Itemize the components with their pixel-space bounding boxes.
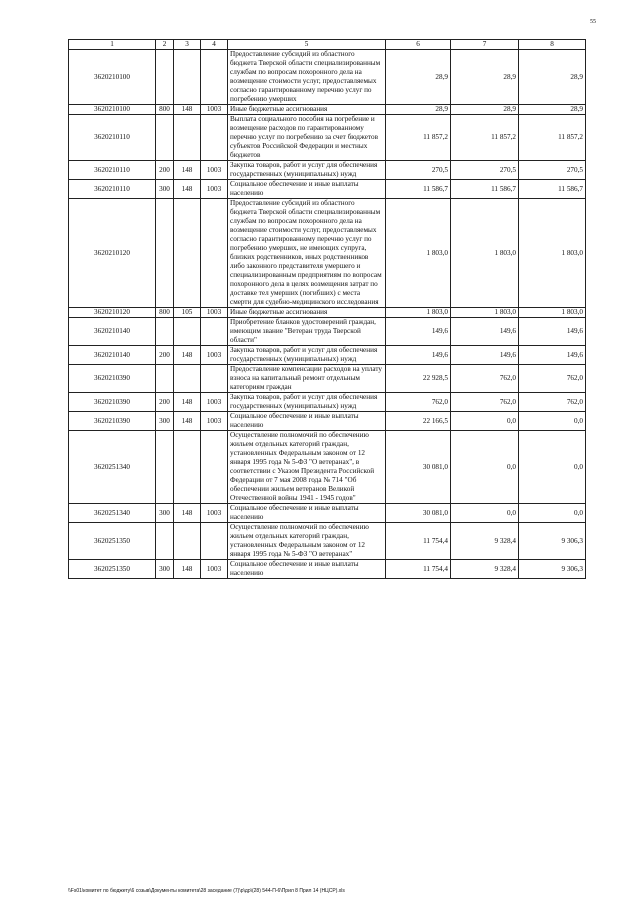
- ministry-code-cell: 148: [174, 504, 201, 523]
- expense-type-cell: 300: [156, 504, 174, 523]
- classification-code-cell: 3620210100: [69, 105, 156, 115]
- amount-col7-cell: 9 328,4: [451, 523, 519, 560]
- amount-col8-cell: 0,0: [519, 431, 586, 504]
- description-cell: Предоставление субсидий из областного бюджета Тверской области специализированным службам по вопросам похоронного дела на возмещение стоимости услуг, предоставляемых согласно гарантированному перечню услуг по погребению умерших, не имеющих супруга, близких родственников, иных родственников либо законного представителя умершего и специализированным предприятиям по вопросам похоронного дела в целях возмещения затрат по доставке тел умерших (погибших) с места смерти для судебно-медицинского исследования: [228, 199, 386, 308]
- table-row: [69, 504, 586, 523]
- amount-col6-cell: 270,5: [386, 161, 451, 180]
- ministry-code-cell: 148: [174, 105, 201, 115]
- classification-code-cell: 3620210110: [69, 180, 156, 199]
- amount-col8-cell: 9 306,3: [519, 560, 586, 579]
- amount-col7-cell: 270,5: [451, 161, 519, 180]
- expense-type-cell: 800: [156, 105, 174, 115]
- description-cell: Приобретение бланков удостоверений граждан, имеющим звание "Ветеран труда Тверской области": [228, 318, 386, 346]
- amount-col6-cell: 149,6: [386, 346, 451, 365]
- classification-code-cell: 3620210120: [69, 199, 156, 308]
- description-cell: Осуществление полномочий по обеспечению жильем отдельных категорий граждан, установленных Федеральным законом от 12 января 1995 года № 5-ФЗ "О ветеранах": [228, 523, 386, 560]
- table-row: [69, 346, 586, 365]
- description-cell: Социальное обеспечение и иные выплаты населению: [228, 504, 386, 523]
- expense-type-cell: [156, 365, 174, 393]
- ministry-code-cell: 148: [174, 161, 201, 180]
- ministry-code-cell: [174, 431, 201, 504]
- amount-col6-cell: 149,6: [386, 318, 451, 346]
- column-header: 8: [519, 40, 586, 50]
- amount-col8-cell: 149,6: [519, 318, 586, 346]
- amount-col8-cell: 11 586,7: [519, 180, 586, 199]
- table-row: [69, 523, 586, 560]
- ministry-code-cell: [174, 318, 201, 346]
- classification-code-cell: 3620210390: [69, 412, 156, 431]
- amount-col6-cell: 11 754,4: [386, 523, 451, 560]
- page-number: 55: [590, 19, 596, 25]
- classification-code-cell: 3620251340: [69, 504, 156, 523]
- amount-col7-cell: 762,0: [451, 393, 519, 412]
- amount-col8-cell: 0,0: [519, 412, 586, 431]
- expense-type-cell: 200: [156, 346, 174, 365]
- amount-col8-cell: 1 803,0: [519, 199, 586, 308]
- ministry-code-cell: 105: [174, 308, 201, 318]
- ministry-code-cell: 148: [174, 560, 201, 579]
- column-header: 3: [174, 40, 201, 50]
- ministry-code-cell: [174, 199, 201, 308]
- amount-col7-cell: 1 803,0: [451, 308, 519, 318]
- amount-col6-cell: 28,9: [386, 105, 451, 115]
- ministry-code-cell: 148: [174, 180, 201, 199]
- amount-col7-cell: 28,9: [451, 50, 519, 105]
- table-row: [69, 412, 586, 431]
- section-code-cell: 1003: [201, 393, 228, 412]
- amount-col7-cell: 149,6: [451, 346, 519, 365]
- ministry-code-cell: [174, 115, 201, 161]
- amount-col7-cell: 0,0: [451, 412, 519, 431]
- expense-type-cell: 800: [156, 308, 174, 318]
- section-code-cell: [201, 199, 228, 308]
- expense-type-cell: [156, 115, 174, 161]
- amount-col7-cell: 11 857,2: [451, 115, 519, 161]
- section-code-cell: 1003: [201, 308, 228, 318]
- section-code-cell: [201, 50, 228, 105]
- table-row: [69, 161, 586, 180]
- table-row: [69, 431, 586, 504]
- section-code-cell: [201, 115, 228, 161]
- classification-code-cell: 3620210100: [69, 50, 156, 105]
- amount-col6-cell: 30 081,0: [386, 431, 451, 504]
- amount-col6-cell: 11 857,2: [386, 115, 451, 161]
- section-code-cell: [201, 365, 228, 393]
- table-row: [69, 308, 586, 318]
- table-row: [69, 50, 586, 105]
- classification-code-cell: 3620210120: [69, 308, 156, 318]
- classification-code-cell: 3620251340: [69, 431, 156, 504]
- amount-col8-cell: 1 803,0: [519, 308, 586, 318]
- description-cell: Осуществление полномочий по обеспечению жильем отдельных категорий граждан, установленных Федеральным законом от 12 января 1995 года № 5-ФЗ "О ветеранах", в соответствии с Указом Президента Российской Федерации от 7 мая 2008 года № 714 "Об обеспечении жильем ветеранов Великой Отечественной войны 1941 - 1945 годов": [228, 431, 386, 504]
- section-code-cell: 1003: [201, 346, 228, 365]
- description-cell: Выплата социального пособия на погребение и возмещение расходов по гарантированному перечню услуг по погребению за счет бюджетов субъектов Российской Федерации и местных бюджетов: [228, 115, 386, 161]
- expense-type-cell: 300: [156, 560, 174, 579]
- column-header: 6: [386, 40, 451, 50]
- table-row: [69, 180, 586, 199]
- classification-code-cell: 3620210110: [69, 115, 156, 161]
- description-cell: Закупка товаров, работ и услуг для обеспечения государственных (муниципальных) нужд: [228, 393, 386, 412]
- table-row: [69, 393, 586, 412]
- column-header: 4: [201, 40, 228, 50]
- table-row: [69, 365, 586, 393]
- ministry-code-cell: 148: [174, 346, 201, 365]
- section-code-cell: [201, 431, 228, 504]
- ministry-code-cell: [174, 365, 201, 393]
- ministry-code-cell: [174, 523, 201, 560]
- description-cell: Закупка товаров, работ и услуг для обеспечения государственных (муниципальных) нужд: [228, 346, 386, 365]
- description-cell: Иные бюджетные ассигнования: [228, 105, 386, 115]
- section-code-cell: 1003: [201, 412, 228, 431]
- table-row: [69, 560, 586, 579]
- amount-col8-cell: 0,0: [519, 504, 586, 523]
- column-number-row: [69, 40, 586, 50]
- expense-type-cell: [156, 199, 174, 308]
- amount-col8-cell: 28,9: [519, 105, 586, 115]
- section-code-cell: 1003: [201, 105, 228, 115]
- description-cell: Иные бюджетные ассигнования: [228, 308, 386, 318]
- amount-col7-cell: 1 803,0: [451, 199, 519, 308]
- amount-col6-cell: 22 166,5: [386, 412, 451, 431]
- amount-col6-cell: 762,0: [386, 393, 451, 412]
- expense-type-cell: 300: [156, 412, 174, 431]
- table-body: [69, 50, 586, 579]
- classification-code-cell: 3620210140: [69, 318, 156, 346]
- amount-col8-cell: 11 857,2: [519, 115, 586, 161]
- amount-col7-cell: 28,9: [451, 105, 519, 115]
- amount-col7-cell: 11 586,7: [451, 180, 519, 199]
- ministry-code-cell: 148: [174, 412, 201, 431]
- amount-col8-cell: 270,5: [519, 161, 586, 180]
- table-row: [69, 115, 586, 161]
- amount-col6-cell: 30 081,0: [386, 504, 451, 523]
- classification-code-cell: 3620210390: [69, 393, 156, 412]
- amount-col6-cell: 11 754,4: [386, 560, 451, 579]
- column-header: 2: [156, 40, 174, 50]
- amount-col8-cell: 28,9: [519, 50, 586, 105]
- expense-type-cell: [156, 50, 174, 105]
- expense-type-cell: 300: [156, 180, 174, 199]
- column-header: 5: [228, 40, 386, 50]
- expense-type-cell: [156, 523, 174, 560]
- description-cell: Социальное обеспечение и иные выплаты населению: [228, 560, 386, 579]
- amount-col7-cell: 0,0: [451, 431, 519, 504]
- amount-col7-cell: 9 328,4: [451, 560, 519, 579]
- description-cell: Предоставление компенсации расходов на уплату взноса на капитальный ремонт отдельным категориям граждан: [228, 365, 386, 393]
- column-header: 1: [69, 40, 156, 50]
- section-code-cell: 1003: [201, 180, 228, 199]
- table-row: [69, 105, 586, 115]
- section-code-cell: [201, 523, 228, 560]
- amount-col8-cell: 762,0: [519, 393, 586, 412]
- amount-col6-cell: 28,9: [386, 50, 451, 105]
- table-row: [69, 199, 586, 308]
- section-code-cell: 1003: [201, 504, 228, 523]
- expense-type-cell: [156, 431, 174, 504]
- expense-type-cell: [156, 318, 174, 346]
- amount-col7-cell: 0,0: [451, 504, 519, 523]
- amount-col6-cell: 22 928,5: [386, 365, 451, 393]
- budget-table: [68, 39, 586, 579]
- file-path-footer: \\Fs01\комитет по бюджету\6 созыв\Документы комитета\28 заседание (7)\р\др\(28) 544-П-6\Прил 8 Прил 14 (НЦСР).xls: [68, 888, 345, 894]
- expense-type-cell: 200: [156, 393, 174, 412]
- classification-code-cell: 3620251350: [69, 523, 156, 560]
- amount-col7-cell: 762,0: [451, 365, 519, 393]
- column-header: 7: [451, 40, 519, 50]
- amount-col8-cell: 9 306,3: [519, 523, 586, 560]
- classification-code-cell: 3620251350: [69, 560, 156, 579]
- amount-col6-cell: 11 586,7: [386, 180, 451, 199]
- description-cell: Закупка товаров, работ и услуг для обеспечения государственных (муниципальных) нужд: [228, 161, 386, 180]
- description-cell: Социальное обеспечение и иные выплаты населению: [228, 180, 386, 199]
- section-code-cell: [201, 318, 228, 346]
- section-code-cell: 1003: [201, 560, 228, 579]
- ministry-code-cell: [174, 50, 201, 105]
- classification-code-cell: 3620210140: [69, 346, 156, 365]
- amount-col6-cell: 1 803,0: [386, 199, 451, 308]
- classification-code-cell: 3620210110: [69, 161, 156, 180]
- description-cell: Предоставление субсидий из областного бюджета Тверской области специализированным службам по вопросам похоронного дела на возмещение стоимости услуг, предоставляемых согласно гарантированному перечню услуг по погребению умерших: [228, 50, 386, 105]
- classification-code-cell: 3620210390: [69, 365, 156, 393]
- expense-type-cell: 200: [156, 161, 174, 180]
- description-cell: Социальное обеспечение и иные выплаты населению: [228, 412, 386, 431]
- amount-col6-cell: 1 803,0: [386, 308, 451, 318]
- section-code-cell: 1003: [201, 161, 228, 180]
- amount-col7-cell: 149,6: [451, 318, 519, 346]
- amount-col8-cell: 149,6: [519, 346, 586, 365]
- ministry-code-cell: 148: [174, 393, 201, 412]
- table-row: [69, 318, 586, 346]
- amount-col8-cell: 762,0: [519, 365, 586, 393]
